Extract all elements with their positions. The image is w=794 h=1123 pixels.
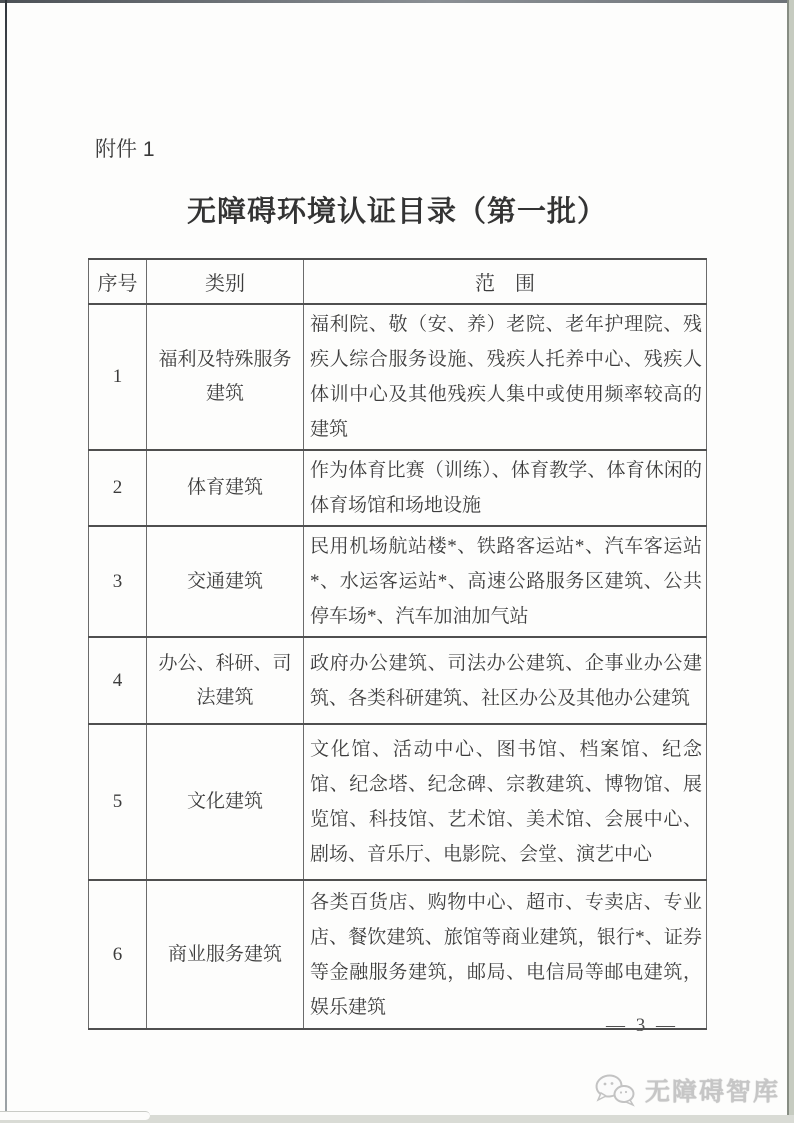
chat-bubbles-logo-icon <box>594 1073 638 1107</box>
cell-no: 2 <box>89 450 147 526</box>
cell-scope: 民用机场航站楼*、铁路客运站*、汽车客运站*、水运客运站*、高速公路服务区建筑、公共停车场*、汽车加油加气站 <box>304 526 707 637</box>
cell-scope: 福利院、敬（安、养）老院、老年护理院、残疾人综合服务设施、残疾人托养中心、残疾人体训中心及其他残疾人集中或使用频率较高的建筑 <box>304 304 707 450</box>
cell-scope: 各类百货店、购物中心、超市、专卖店、专业店、餐饮建筑、旅馆等商业建筑，银行*、证券等金融服务建筑，邮局、电信局等邮电建筑，娱乐建筑 <box>304 880 707 1029</box>
watermark-text: 无障碍智库 <box>644 1078 780 1106</box>
cell-scope: 文化馆、活动中心、图书馆、档案馆、纪念馆、纪念塔、纪念碑、宗教建筑、博物馆、展览馆、科技馆、艺术馆、美术馆、会展中心、剧场、音乐厅、电影院、会堂、演艺中心 <box>304 724 707 880</box>
cell-category: 交通建筑 <box>147 526 304 637</box>
cell-no: 6 <box>89 880 147 1029</box>
header-cell-category: 类别 <box>147 259 304 304</box>
table-row <box>89 304 707 450</box>
cell-no: 1 <box>89 304 147 450</box>
cell-category: 福利及特殊服务建筑 <box>147 304 304 450</box>
table-row <box>89 880 707 1029</box>
scan-left-edge <box>5 0 7 1123</box>
certification-catalog-table <box>88 258 707 1030</box>
table-row <box>89 450 707 526</box>
table-row <box>89 637 707 724</box>
table-row <box>89 526 707 637</box>
table-header-row <box>89 259 707 304</box>
page-number: — 3 — <box>606 1015 678 1036</box>
cell-no: 4 <box>89 637 147 724</box>
scan-corner-patch <box>0 1111 150 1120</box>
scan-right-edge <box>787 0 794 1123</box>
cell-category: 文化建筑 <box>147 724 304 880</box>
watermark <box>594 1072 780 1108</box>
cell-category: 体育建筑 <box>147 450 304 526</box>
cell-no: 3 <box>89 526 147 637</box>
cell-scope: 作为体育比赛（训练）、体育教学、体育休闲的体育场馆和场地设施 <box>304 450 707 526</box>
table-row <box>89 724 707 880</box>
cell-scope: 政府办公建筑、司法办公建筑、企事业办公建筑、各类科研建筑、社区办公及其他办公建筑 <box>304 637 707 724</box>
cell-category: 商业服务建筑 <box>147 880 304 1029</box>
cell-no: 5 <box>89 724 147 880</box>
page-title: 无障碍环境认证目录（第一批） <box>186 196 607 228</box>
cell-category: 办公、科研、司法建筑 <box>147 637 304 724</box>
header-cell-no: 序号 <box>89 259 147 304</box>
header-cell-scope: 范 围 <box>304 259 707 304</box>
scan-top-edge <box>0 0 794 3</box>
attachment-label: 附件 1 <box>95 138 155 161</box>
